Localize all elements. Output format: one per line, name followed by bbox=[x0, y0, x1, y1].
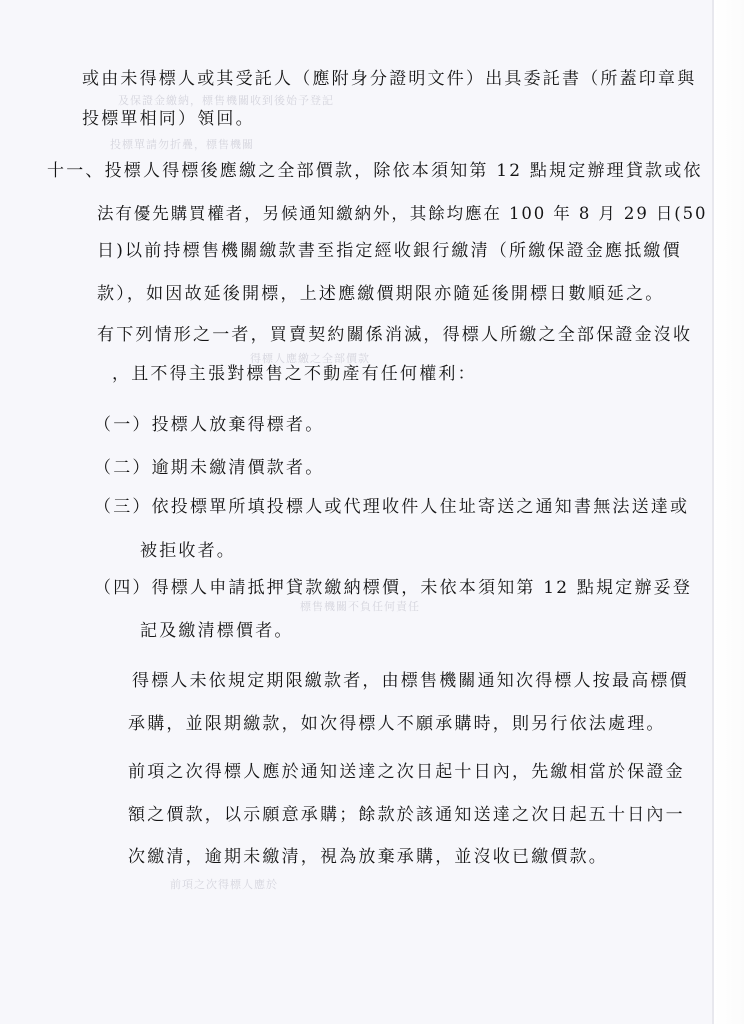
bleed-through-text: 前項之次得標人應於 bbox=[170, 878, 278, 891]
text-line: 投標單相同）領回。 bbox=[82, 109, 255, 129]
text-line: 得標人未依規定期限繳款者，由標售機關通知次得標人按最高標價 bbox=[132, 671, 689, 691]
bleed-through-text: 標售機關不負任何責任 bbox=[300, 600, 420, 613]
bleed-through-text: 及保證金繳納，標售機關收到後始予登記 bbox=[118, 94, 334, 107]
list-item-2: （二）逾期未繳清價款者。 bbox=[94, 458, 325, 478]
text-line: 前項之次得標人應於通知送達之次日起十日內，先繳相當於保證金 bbox=[128, 762, 685, 782]
text-line: 日)以前持標售機關繳款書至指定經收銀行繳清（所繳保證金應抵繳價 bbox=[97, 241, 682, 261]
list-item-3-continued: 被拒收者。 bbox=[140, 541, 236, 561]
text-line: ，且不得主張對標售之不動產有任何權利： bbox=[112, 364, 477, 384]
bleed-through-text: 得標人應繳之全部價款 bbox=[250, 352, 370, 365]
text-line: 法有優先購買權者，另候通知繳納外，其餘均應在 100 年 8 月 29 日(50 bbox=[97, 204, 708, 223]
page-right-margin bbox=[714, 0, 744, 1024]
list-item-1: （一）投標人放棄得標者。 bbox=[94, 415, 325, 435]
text-line: 承購，並限期繳款，如次得標人不願承購時，則另行依法處理。 bbox=[128, 714, 666, 734]
bleed-through-text: 投標單請勿折疊，標售機關 bbox=[110, 138, 254, 151]
list-item-4: （四）得標人申請抵押貸款繳納標價，未依本須知第 12 點規定辦妥登 bbox=[94, 578, 693, 598]
list-item-3: （三）依投標單所填投標人或代理收件人住址寄送之通知書無法送達或 bbox=[94, 497, 690, 517]
section-heading-eleven: 十一、投標人得標後應繳之全部價款，除依本須知第 12 點規定辦理貸款或依 bbox=[47, 161, 703, 181]
list-item-4-continued: 記及繳清標價者。 bbox=[140, 621, 294, 641]
text-line: 有下列情形之一者，買賣契約關係消滅，得標人所繳之全部保證金沒收 bbox=[97, 325, 693, 345]
text-line: 額之價款，以示願意承購；餘款於該通知送達之次日起五十日內一 bbox=[128, 805, 685, 825]
text-line: 款），如因故延後開標，上述應繳價期限亦隨延後開標日數順延之。 bbox=[97, 284, 665, 304]
text-line: 次繳清，逾期未繳清，視為放棄承購，並沒收已繳價款。 bbox=[128, 847, 608, 867]
text-line: 或由未得標人或其受託人（應附身分證明文件）出具委託書（所蓋印章與 bbox=[82, 69, 697, 89]
